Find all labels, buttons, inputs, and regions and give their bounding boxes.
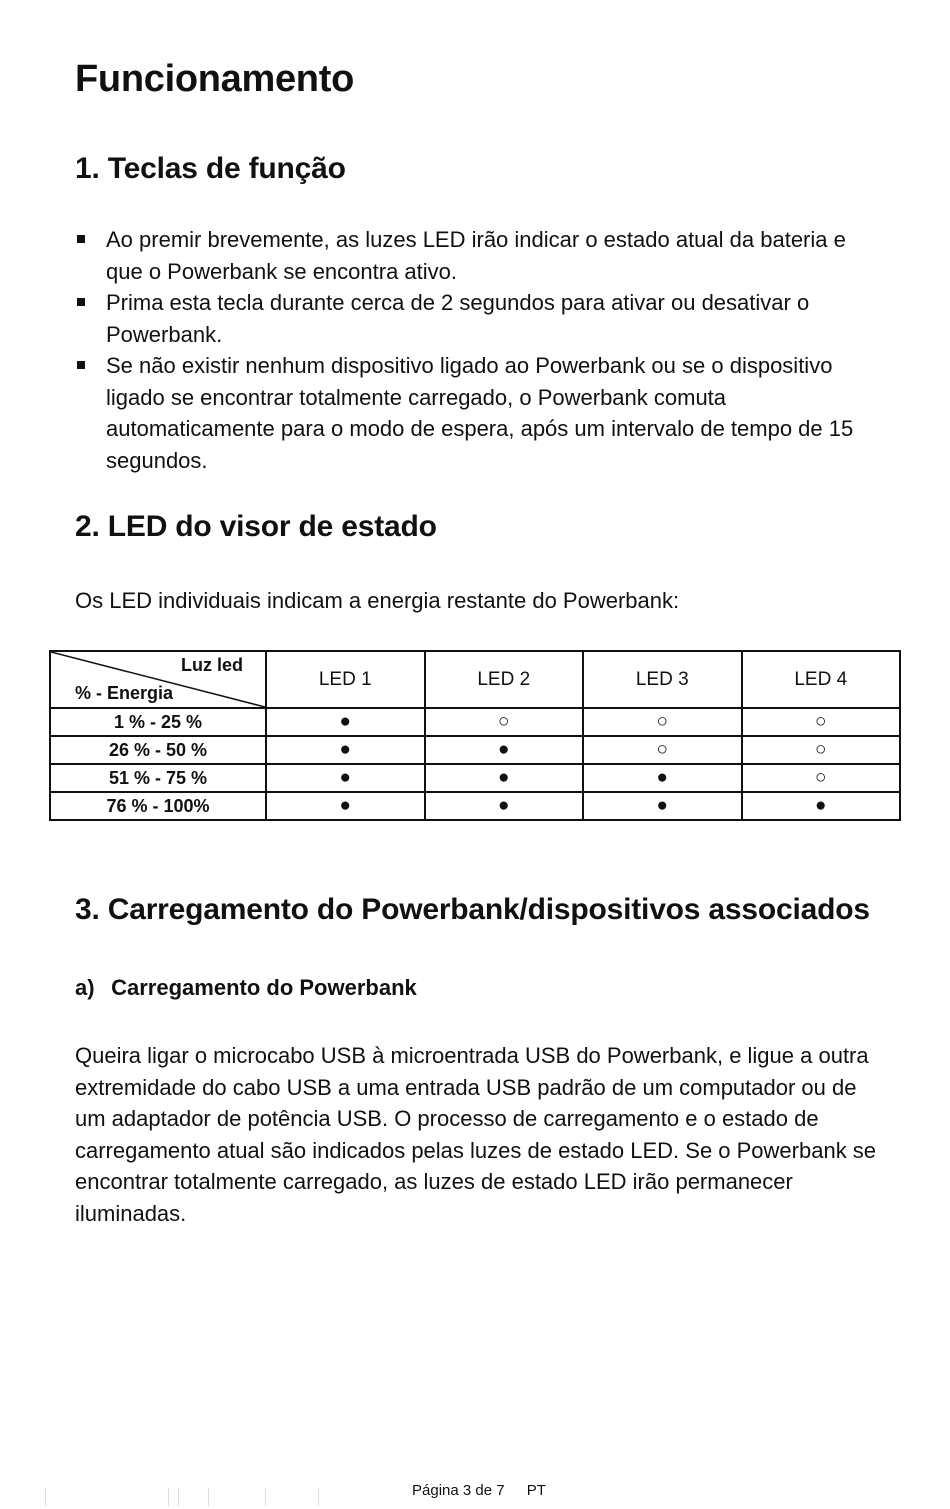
- row-label: 76 % - 100%: [50, 792, 266, 820]
- corner-label-bottom: % - Energia: [75, 683, 174, 703]
- table-row: [50, 708, 900, 736]
- led-indicator: ○: [425, 708, 584, 736]
- led-indicator: ●: [583, 792, 742, 820]
- led-indicator: ●: [266, 708, 425, 736]
- led-indicator: ●: [742, 792, 901, 820]
- table-row: [50, 764, 900, 792]
- led-indicator: ○: [742, 736, 901, 764]
- section-2-heading: 2. LED do visor de estado: [75, 510, 437, 543]
- led-indicator: ●: [425, 764, 584, 792]
- led-indicator: ○: [742, 764, 901, 792]
- led-indicator: ●: [583, 764, 742, 792]
- row-label: 1 % - 25 %: [50, 708, 266, 736]
- charging-paragraph: Queira ligar o microcabo USB à microentrada USB do Powerbank, e ligue a outra extremidade do cabo USB a uma entrada USB padrão de um computador ou de um adaptador de potência USB. O processo de carregamento e o estado de carregamento atual são indicados pelas luzes de estado LED. Se o Powerbank se encontrar totalmente carregado, as luzes de estado LED irão permanecer iluminadas.: [75, 1043, 877, 1226]
- led-indicator: ○: [742, 708, 901, 736]
- table-row: [50, 736, 900, 764]
- page-footer: [412, 1482, 546, 1499]
- led-status-table: [49, 650, 901, 821]
- section-1-heading: 1. Teclas de função: [75, 152, 346, 185]
- column-header: LED 4: [742, 651, 901, 708]
- led-indicator: ●: [425, 736, 584, 764]
- page-title: Funcionamento: [75, 58, 354, 100]
- function-keys-list: [75, 224, 875, 476]
- column-header: LED 1: [266, 651, 425, 708]
- bullet-square-icon: [77, 235, 85, 243]
- bullet-square-icon: [77, 361, 85, 369]
- page-of: de: [475, 1482, 493, 1499]
- page-total: 7: [496, 1482, 505, 1499]
- row-label: 26 % - 50 %: [50, 736, 266, 764]
- corner-label-top: Luz led: [181, 655, 243, 675]
- page-number: 3: [462, 1482, 472, 1499]
- row-label: 51 % - 75 %: [50, 764, 266, 792]
- led-indicator: ●: [266, 736, 425, 764]
- subsection-label: a): [75, 975, 95, 1000]
- column-header: LED 3: [583, 651, 742, 708]
- led-indicator: ●: [266, 792, 425, 820]
- bullet-square-icon: [77, 298, 85, 306]
- subsection-heading: [75, 975, 417, 1001]
- list-item: Se não existir nenhum dispositivo ligado ao Powerbank ou se o dispositivo ligado se encontrar totalmente carregado, o Powerbank comuta automaticamente para o modo de espera, após um intervalo de tempo de 15 segundos.: [75, 350, 875, 476]
- led-indicator: ○: [583, 708, 742, 736]
- list-item: Ao premir brevemente, as luzes LED irão indicar o estado atual da bateria e que o Powerbank se encontra ativo.: [75, 224, 875, 287]
- list-item: Prima esta tecla durante cerca de 2 segundos para ativar ou desativar o Powerbank.: [75, 287, 875, 350]
- table-header-row: [50, 651, 900, 708]
- led-indicator: ○: [583, 736, 742, 764]
- language-code: PT: [526, 1482, 546, 1499]
- subsection-title: Carregamento do Powerbank: [111, 975, 417, 1000]
- led-indicator: ●: [425, 792, 584, 820]
- column-header: LED 2: [425, 651, 584, 708]
- table-corner-cell: [50, 651, 266, 708]
- section-3-heading: 3. Carregamento do Powerbank/dispositivos associados: [75, 893, 870, 926]
- table-row: [50, 792, 900, 820]
- section-2-intro: Os LED individuais indicam a energia restante do Powerbank:: [75, 588, 680, 613]
- led-indicator: ●: [266, 764, 425, 792]
- page-label: Página: [412, 1482, 459, 1499]
